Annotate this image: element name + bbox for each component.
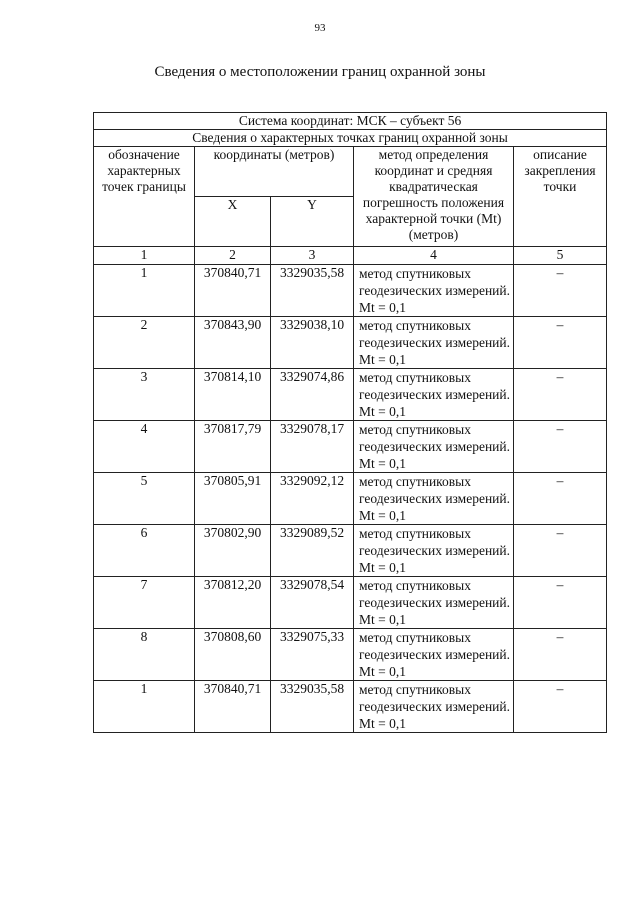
y-coordinate-cell: 3329035,58	[271, 265, 354, 317]
x-coordinate-cell: 370802,90	[195, 525, 271, 577]
col-header-method: метод определения координат и средняя квадратическая погрешность положения характерной точки (Mt) (метров)	[354, 147, 514, 247]
description-cell: –	[514, 473, 607, 525]
column-number: 2	[195, 247, 271, 265]
y-coordinate-cell: 3329092,12	[271, 473, 354, 525]
points-section-header: Сведения о характерных точках границ охранной зоны	[94, 130, 607, 147]
point-cell: 6	[94, 525, 195, 577]
point-cell: 3	[94, 369, 195, 421]
y-coordinate-cell: 3329035,58	[271, 681, 354, 733]
column-number: 1	[94, 247, 195, 265]
y-coordinate-cell: 3329078,54	[271, 577, 354, 629]
description-cell: –	[514, 317, 607, 369]
x-coordinate-cell: 370805,91	[195, 473, 271, 525]
method-cell: метод спутниковых геодезических измерений. Mt = 0,1	[354, 265, 514, 317]
y-coordinate-cell: 3329075,33	[271, 629, 354, 681]
column-number: 4	[354, 247, 514, 265]
x-coordinate-cell: 370840,71	[195, 681, 271, 733]
x-coordinate-cell: 370812,20	[195, 577, 271, 629]
table-row	[94, 473, 607, 525]
y-coordinate-cell: 3329074,86	[271, 369, 354, 421]
y-coordinate-cell: 3329089,52	[271, 525, 354, 577]
point-cell: 5	[94, 473, 195, 525]
document-title: Сведения о местоположении границ охранной зоны	[154, 64, 486, 80]
method-cell: метод спутниковых геодезических измерений. Mt = 0,1	[354, 421, 514, 473]
y-coordinate-cell: 3329078,17	[271, 421, 354, 473]
method-cell: метод спутниковых геодезических измерений. Mt = 0,1	[354, 473, 514, 525]
coordinate-system-header: Система координат: МСК – субъект 56	[94, 113, 607, 130]
description-cell: –	[514, 681, 607, 733]
method-cell: метод спутниковых геодезических измерений. Mt = 0,1	[354, 629, 514, 681]
column-number: 5	[514, 247, 607, 265]
col-header-coordinates: координаты (метров)	[195, 147, 354, 197]
col-header-x: X	[195, 197, 271, 247]
method-cell: метод спутниковых геодезических измерений. Mt = 0,1	[354, 525, 514, 577]
col-header-description: описание закрепления точки	[514, 147, 607, 247]
description-cell: –	[514, 265, 607, 317]
x-coordinate-cell: 370840,71	[195, 265, 271, 317]
x-coordinate-cell: 370808,60	[195, 629, 271, 681]
point-cell: 1	[94, 265, 195, 317]
y-coordinate-cell: 3329038,10	[271, 317, 354, 369]
point-cell: 2	[94, 317, 195, 369]
method-cell: метод спутниковых геодезических измерений. Mt = 0,1	[354, 317, 514, 369]
description-cell: –	[514, 577, 607, 629]
description-cell: –	[514, 421, 607, 473]
table-row	[94, 629, 607, 681]
description-cell: –	[514, 525, 607, 577]
description-cell: –	[514, 629, 607, 681]
method-cell: метод спутниковых геодезических измерений. Mt = 0,1	[354, 369, 514, 421]
table-row	[94, 681, 607, 733]
description-cell: –	[514, 369, 607, 421]
point-cell: 8	[94, 629, 195, 681]
x-coordinate-cell: 370817,79	[195, 421, 271, 473]
method-cell: метод спутниковых геодезических измерений. Mt = 0,1	[354, 577, 514, 629]
page-number: 93	[314, 22, 326, 34]
col-header-point: обозначение характерных точек границы	[94, 147, 195, 247]
col-header-y: Y	[271, 197, 354, 247]
coordinates-table	[93, 112, 607, 733]
table-row	[94, 421, 607, 473]
point-cell: 7	[94, 577, 195, 629]
table-row	[94, 265, 607, 317]
table-row	[94, 317, 607, 369]
table-row	[94, 577, 607, 629]
table-row	[94, 369, 607, 421]
x-coordinate-cell: 370843,90	[195, 317, 271, 369]
column-number: 3	[271, 247, 354, 265]
table-row	[94, 525, 607, 577]
method-cell: метод спутниковых геодезических измерений. Mt = 0,1	[354, 681, 514, 733]
point-cell: 4	[94, 421, 195, 473]
point-cell: 1	[94, 681, 195, 733]
x-coordinate-cell: 370814,10	[195, 369, 271, 421]
